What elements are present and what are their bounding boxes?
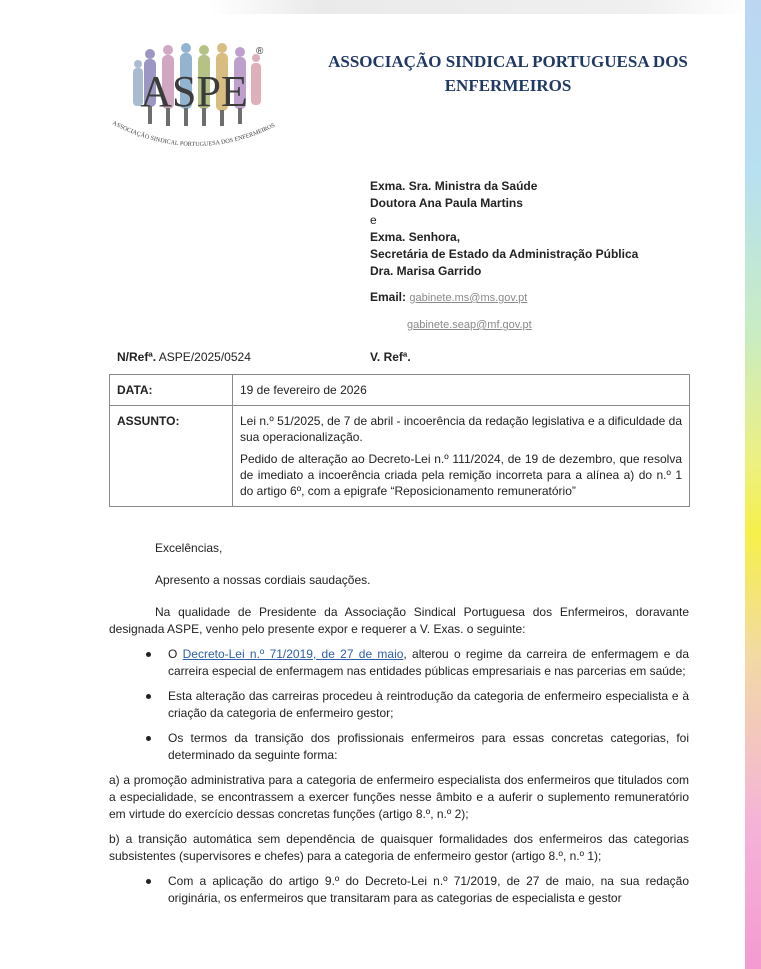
our-ref-value: ASPE/2025/0524 <box>158 350 251 364</box>
our-reference <box>117 350 251 364</box>
subject-row <box>110 406 690 507</box>
bullet-list <box>109 646 689 764</box>
intro-paragraph: Na qualidade de Presidente da Associação Sindical Portuguesa dos Enfermeiros, doravante designada ASPE, venho pelo presente expor e requerer a V. Exas. o seguinte: <box>109 605 689 636</box>
addressee-line: Doutora Ana Paula Martins <box>370 196 523 210</box>
aspe-logo <box>108 38 288 156</box>
salutation: Excelências, <box>155 541 223 555</box>
date-value: 19 de fevereiro de 2026 <box>233 375 690 406</box>
email-label: Email: <box>370 290 407 304</box>
email-link-seap[interactable]: gabinete.seap@mf.gov.pt <box>407 319 532 331</box>
subject-value <box>233 406 690 507</box>
organization-title <box>326 50 690 98</box>
subject-paragraph: Lei n.º 51/2025, de 7 de abril - incoerência da redação legislativa e a dificuldade da sua operacionalização. <box>240 414 683 444</box>
decree-link[interactable]: Decreto-Lei n.º 71/2019, de 27 de maio <box>182 647 404 661</box>
list-item: Com a aplicação do artigo 9.º do Decreto-Lei n.º 71/2019, de 27 de maio, na sua redação originária, os enfermeiros que transitaram para as categorias de especialista e gestor <box>109 873 689 907</box>
greeting: Apresento a nossas cordiais saudações. <box>155 573 371 587</box>
date-row <box>110 375 690 406</box>
subject-label: ASSUNTO: <box>110 406 233 507</box>
top-edge-shadow <box>210 0 750 14</box>
addressee-block <box>370 178 638 280</box>
email-line-2 <box>407 319 532 331</box>
addressee-line: Exma. Senhora, <box>370 230 461 244</box>
sub-item-b: b) a transição automática sem dependência de quaisquer formalidades dos enfermeiros das categorias subsistentes (supervisores e chefes) para a categoria de enfermeiro gestor (artigo 8.º, n.º 1); <box>109 832 689 863</box>
logo-wordmark: ASPE <box>140 67 248 116</box>
info-table <box>109 374 690 507</box>
list-item: Esta alteração das carreiras procedeu à reintrodução da categoria de enfermeiro especialista e à criação da categoria de enfermeiro gestor; <box>109 688 689 722</box>
addressee-line: Exma. Sra. Ministra da Saúde <box>370 179 538 193</box>
list-item: O Decreto-Lei n.º 71/2019, de 27 de maio, alterou o regime da carreira de enfermagem e da carreira especial de enfermagem nas entidades públicas empresariais e nas parcerias em saúde; <box>109 646 689 680</box>
date-label: DATA: <box>110 375 233 406</box>
letter-body <box>109 540 689 907</box>
list-item: Os termos da transição dos profissionais enfermeiros para essas concretas categorias, foi determinado da seguinte forma: <box>109 730 689 764</box>
registered-mark: ® <box>256 46 264 57</box>
our-ref-label: N/Refª. <box>117 350 157 364</box>
addressee-line: e <box>370 213 377 227</box>
sub-item-a: a) a promoção administrativa para a categoria de enfermeiro especialista dos enfermeiros que titulados com a especialidade, se encontrassem a exercer funções nesse âmbito e a auferir o suplemento remuneratório em virtude do exercício dessas concretas funções (artigo 8.º, n.º 2); <box>109 773 689 821</box>
subject-paragraph: Pedido de alteração ao Decreto-Lei n.º 111/2024, de 19 de dezembro, que resolva de imediato a incoerência criada pela remição incorreta para a alínea a) do n.º 1 do artigo 6º, com a epigrafe “Reposicionamento remuneratório” <box>240 452 682 498</box>
your-ref-label: V. Refª. <box>370 350 411 364</box>
addressee-line: Secretária de Estado da Administração Pública <box>370 247 639 261</box>
your-reference <box>370 350 411 364</box>
addressee-line: Dra. Marisa Garrido <box>370 264 482 278</box>
page-edge-gradient <box>745 0 761 969</box>
bullet-list <box>109 873 689 907</box>
logo-arc-text: ASSOCIAÇÃO SINDICAL PORTUGUESA DOS ENFERMEIROS <box>111 119 277 149</box>
org-title-line1: ASSOCIAÇÃO SINDICAL PORTUGUESA DOS <box>328 52 688 71</box>
org-title-line2: ENFERMEIROS <box>444 76 572 95</box>
email-line <box>370 290 527 304</box>
email-link-ms[interactable]: gabinete.ms@ms.gov.pt <box>409 292 528 304</box>
